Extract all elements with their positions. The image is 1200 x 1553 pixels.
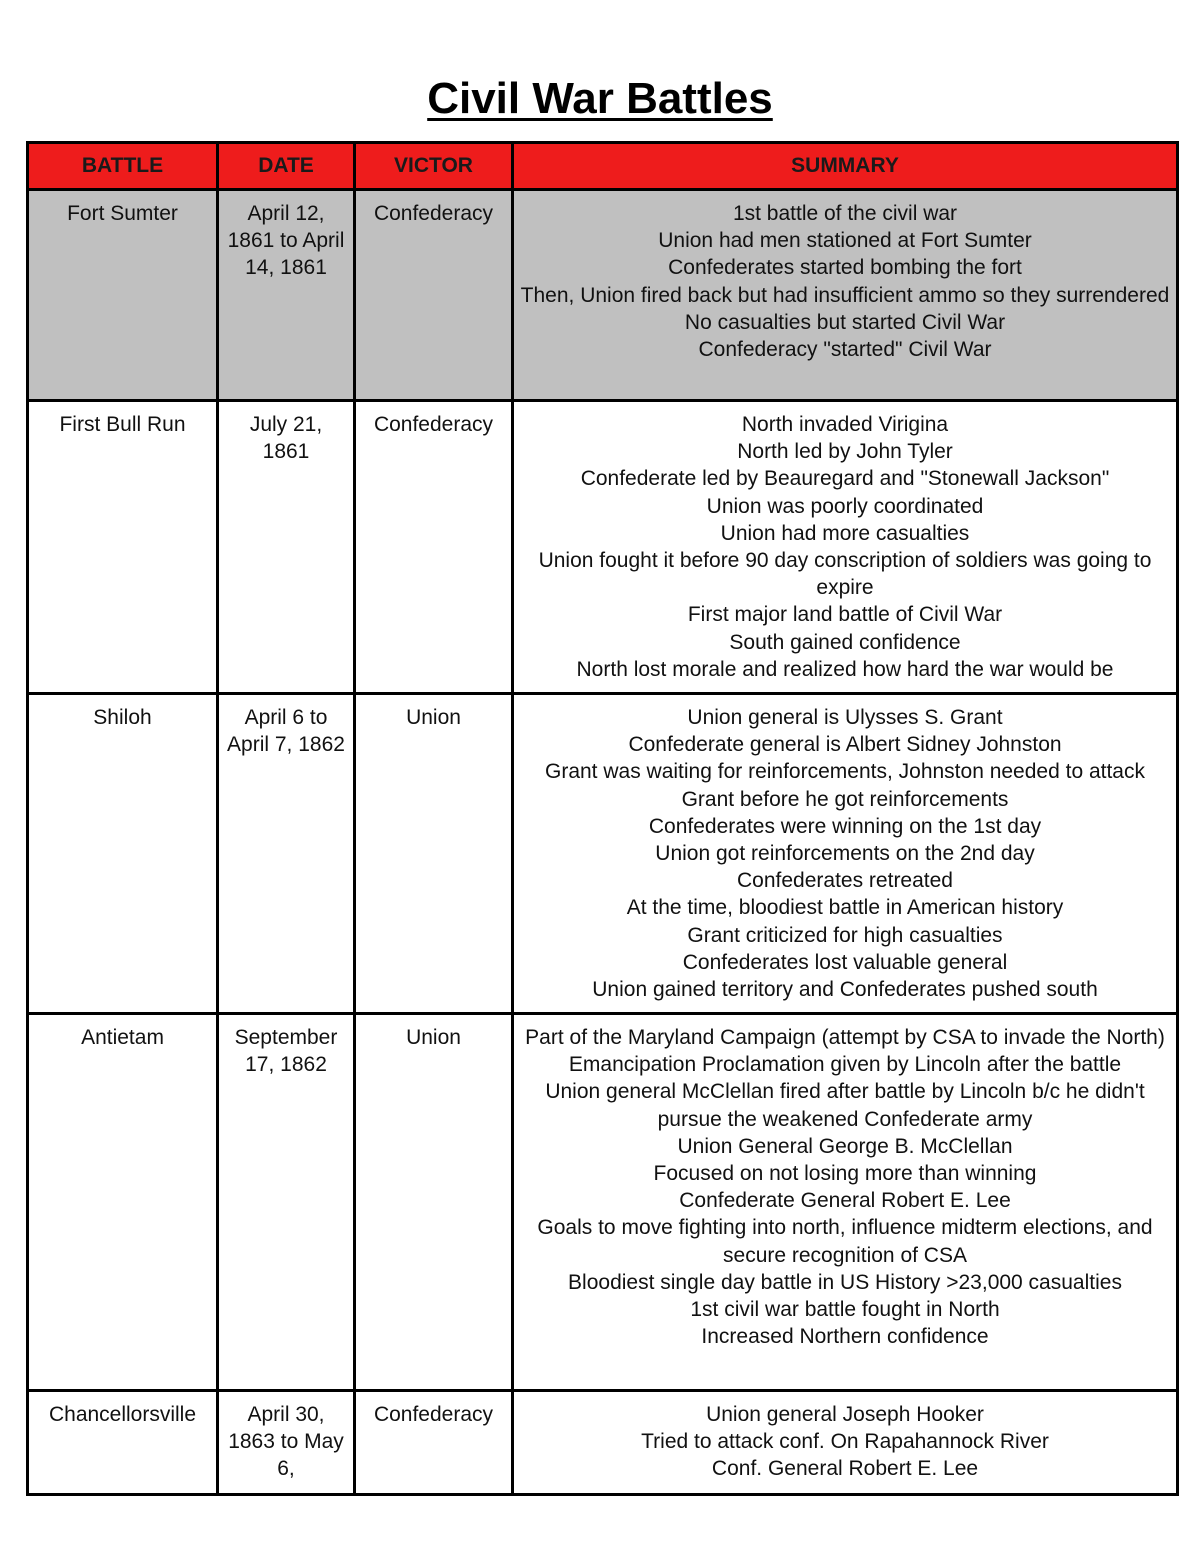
summary-line: Union got reinforcements on the 2nd day — [655, 842, 1035, 866]
summary-cell — [513, 1391, 1178, 1495]
date-cell: April 6 to April 7, 1862 — [218, 694, 355, 1014]
summary-line: Confederate General Robert E. Lee — [679, 1189, 1011, 1213]
summary-line: Confederates retreated — [737, 869, 953, 893]
summary-line: 1st battle of the civil war — [732, 202, 958, 225]
date-cell: April 30, 1863 to May 6, — [218, 1391, 355, 1495]
column-header-battle: BATTLE — [28, 143, 218, 190]
table-row — [28, 190, 1178, 401]
summary-line: Union gained territory and Confederates pushed south — [592, 978, 1098, 1002]
summary-line: Confederates started bombing the fort — [668, 256, 1022, 280]
battle-cell: Shiloh — [28, 694, 218, 1014]
summary-line: Confederates lost valuable general — [682, 950, 1008, 974]
summary-line: Grant criticized for high casualties — [687, 923, 1003, 947]
summary-line: Confederates were winning on the 1st day — [648, 814, 1042, 838]
summary-line: At the time, bloodiest battle in American history — [626, 896, 1064, 920]
table-row — [28, 401, 1178, 694]
summary-cell — [513, 694, 1178, 1014]
date-cell: September 17, 1862 — [218, 1014, 355, 1391]
summary-line: North led by John Tyler — [737, 440, 953, 464]
table-row — [28, 694, 1178, 1014]
summary-line: North invaded Virigina — [741, 413, 949, 436]
victor-cell: Confederacy — [355, 190, 513, 401]
summary-line: Union was poorly coordinated — [706, 494, 984, 518]
summary-line: Then, Union fired back but had insufficient ammo so they surrendered — [520, 283, 1170, 307]
summary-line: Conf. General Robert E. Lee — [711, 1457, 979, 1481]
summary-line: South gained confidence — [729, 630, 961, 654]
date-cell: July 21, 1861 — [218, 401, 355, 694]
summary-line: Union had more casualties — [720, 521, 970, 545]
summary-cell — [513, 190, 1178, 401]
summary-line: Confederate led by Beauregard and "Stonewall Jackson" — [580, 467, 1110, 491]
summary-line: No casualties but started Civil War — [684, 310, 1006, 334]
summary-line: Union general McClellan fired after battle by Lincoln b/c he didn't pursue the weakened Confederate army — [545, 1080, 1145, 1131]
summary-line: Confederate general is Albert Sidney Johnston — [628, 733, 1062, 757]
battle-cell: Fort Sumter — [28, 190, 218, 401]
page-title: Civil War Battles — [427, 74, 773, 124]
table-row — [28, 1391, 1178, 1495]
summary-line: Increased Northern confidence — [701, 1325, 989, 1349]
victor-cell: Confederacy — [355, 401, 513, 694]
summary-line: Union had men stationed at Fort Sumter — [658, 229, 1032, 253]
summary-line: Union general Joseph Hooker — [706, 1403, 984, 1426]
summary-cell — [513, 1014, 1178, 1391]
victor-cell: Confederacy — [355, 1391, 513, 1495]
summary-line: Confederacy "started" Civil War — [698, 338, 992, 362]
battle-cell: Chancellorsville — [28, 1391, 218, 1495]
summary-line: Goals to move fighting into north, influence midterm elections, and secure recognition of CSA — [537, 1216, 1153, 1267]
column-header-summary: SUMMARY — [513, 143, 1178, 190]
date-cell: April 12, 1861 to April 14, 1861 — [218, 190, 355, 401]
summary-line: Grant was waiting for reinforcements, Johnston needed to attack Grant before he got reinforcements — [545, 760, 1145, 811]
battle-cell: Antietam — [28, 1014, 218, 1391]
column-header-victor: VICTOR — [355, 143, 513, 190]
summary-line: Tried to attack conf. On Rapahannock River — [641, 1430, 1049, 1454]
summary-line: North lost morale and realized how hard the war would be — [576, 657, 1114, 681]
victor-cell: Union — [355, 694, 513, 1014]
summary-line: Part of the Maryland Campaign (attempt by CSA to invade the North) — [525, 1026, 1165, 1049]
summary-line: 1st civil war battle fought in North — [690, 1298, 1000, 1322]
table-row — [28, 1014, 1178, 1391]
column-header-date: DATE — [218, 143, 355, 190]
summary-line: First major land battle of Civil War — [687, 603, 1003, 627]
battle-cell: First Bull Run — [28, 401, 218, 694]
summary-line: Emancipation Proclamation given by Lincoln after the battle — [568, 1053, 1122, 1077]
victor-cell: Union — [355, 1014, 513, 1391]
summary-line: Union General George B. McClellan — [677, 1134, 1013, 1158]
battles-table — [26, 141, 1179, 1496]
summary-line: Focused on not losing more than winning — [653, 1162, 1037, 1186]
summary-cell — [513, 401, 1178, 694]
summary-line: Bloodiest single day battle in US History >23,000 casualties — [568, 1270, 1122, 1294]
summary-line: Union general is Ulysses S. Grant — [687, 706, 1003, 729]
table-header-row — [28, 143, 1178, 190]
summary-line: Union fought it before 90 day conscription of soldiers was going to expire — [538, 549, 1152, 600]
